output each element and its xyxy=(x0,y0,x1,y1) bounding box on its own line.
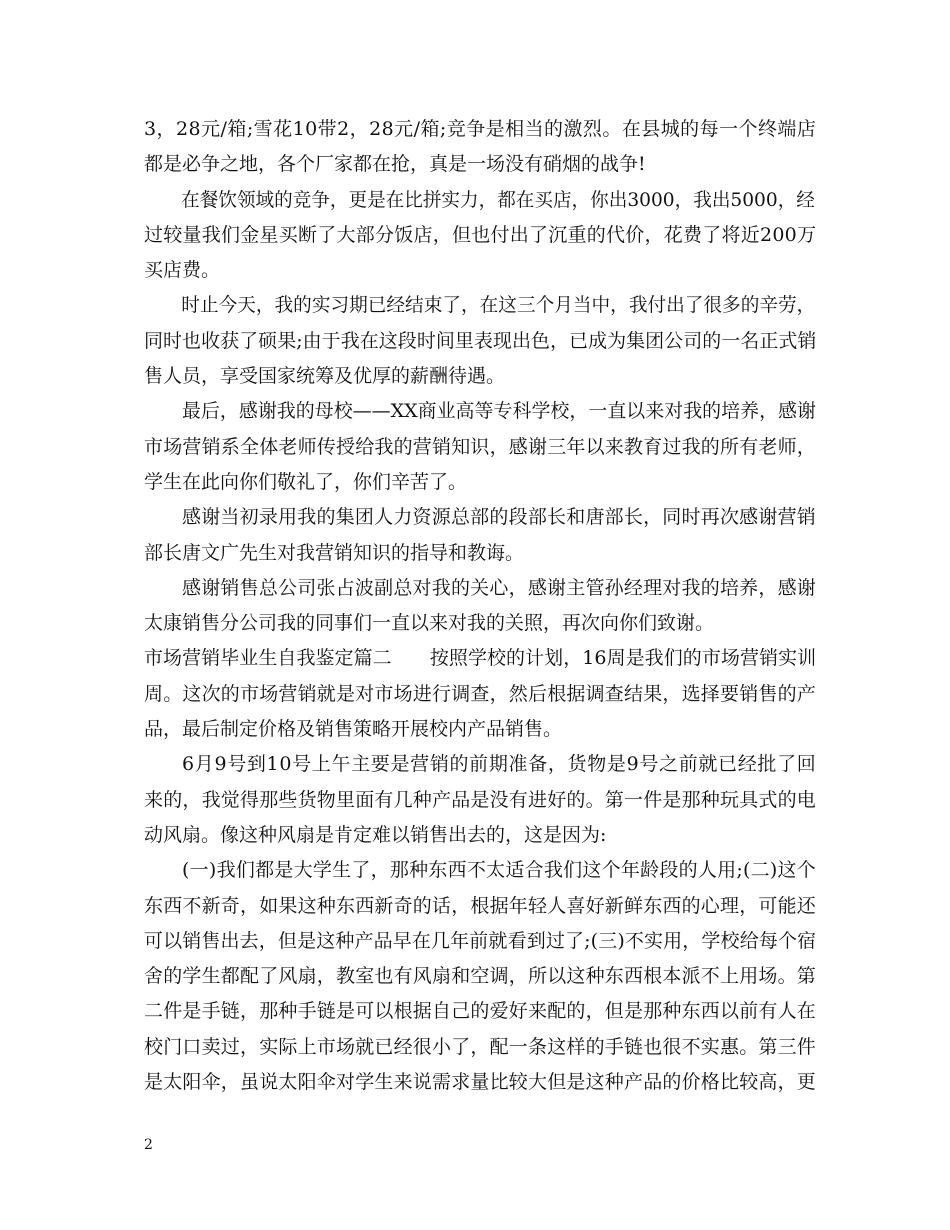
text-line-content: 校门口卖过，实际上市场就已经很小了，配一条这样的手链也很不实惠。第三件 xyxy=(144,1035,817,1058)
text-line-content: 售人员，享受国家统筹及优厚的薪酬待遇。 xyxy=(144,365,506,388)
text-line-content: 太康销售分公司我的同事们一直以来对我的关照，再次向你们致谢。 xyxy=(144,612,715,635)
text-line-content: 感谢当初录用我的集团人力资源总部的段部长和唐部长，同时再次感谢营销 xyxy=(182,506,817,529)
body-text xyxy=(144,112,816,1100)
text-line-content: 时止今天，我的实习期已经结束了，在这三个月当中，我付出了很多的辛劳， xyxy=(181,294,816,317)
text-line xyxy=(144,430,816,465)
text-line-content: 品，最后制定价格及销售策略开展校内产品销售。 xyxy=(144,718,563,741)
text-line-content: 动风扇。像这种风扇是肯定难以销售出去的，这是因为: xyxy=(144,823,607,846)
text-line-content: 在餐饮领域的竞争，更是在比拼实力，都在买店，你出3000，我出5000，经 xyxy=(181,188,815,211)
text-line xyxy=(144,112,816,147)
text-line-content: 市场营销系全体老师传授给我的营销知识，感谢三年以来教育过我的所有老师， xyxy=(144,435,817,458)
text-line xyxy=(144,288,816,323)
text-line-content: 都是必争之地，各个厂家都在抢，真是一场没有硝烟的战争! xyxy=(144,153,646,176)
text-line xyxy=(144,147,816,182)
text-line-content: 买店费。 xyxy=(144,259,221,282)
text-line xyxy=(144,959,816,994)
text-line xyxy=(144,359,816,394)
section-heading-line: 市场营销毕业生自我鉴定篇二 按照学校的计划，16周是我们的市场营销实训 xyxy=(144,647,817,670)
text-line-content: 最后，感谢我的母校——XX商业高等专科学校，一直以来对我的培养，感谢 xyxy=(181,400,817,423)
text-line xyxy=(144,853,816,888)
text-line-content: (一)我们都是大学生了，那种东西不太适合我们这个年龄段的人用;(二)这个 xyxy=(182,859,817,882)
text-line xyxy=(144,994,816,1029)
text-line xyxy=(144,218,816,253)
text-line xyxy=(144,677,816,712)
text-line xyxy=(144,1030,816,1065)
text-line xyxy=(144,394,816,429)
text-line-content: 周。这次的市场营销就是对市场进行调查，然后根据调查结果，选择要销售的产 xyxy=(144,682,817,705)
text-line-content: 可以销售出去，但是这种产品早在几年前就看到过了;(三)不实用，学校给每个宿 xyxy=(144,929,817,952)
text-line-content: 过较量我们金星买断了大部分饭店，但也付出了沉重的代价，花费了将近200万 xyxy=(144,223,817,246)
text-line-content: 部长唐文广先生对我营销知识的指导和教诲。 xyxy=(144,541,525,564)
text-line xyxy=(144,324,816,359)
text-line-content: 是太阳伞，虽说太阳伞对学生来说需求量比较大但是这种产品的价格比较高，更 xyxy=(144,1071,817,1094)
text-line-content: 3，28元/箱;雪花10带2，28元/箱;竞争是相当的激烈。在县城的每一个终端店 xyxy=(144,118,817,140)
text-line-content: 6月9号到10号上午主要是营销的前期准备，货物是9号之前就已经批了回 xyxy=(182,753,817,776)
text-line-content: 学生在此向你们敬礼了，你们辛苦了。 xyxy=(144,470,468,493)
text-line-content: 来的，我觉得那些货物里面有几种产品是没有进好的。第一件是那种玩具式的电 xyxy=(144,788,817,811)
text-line xyxy=(144,183,816,218)
text-line xyxy=(144,465,816,500)
text-line xyxy=(144,641,816,676)
page-number: 2 xyxy=(144,1137,153,1153)
text-line xyxy=(144,747,816,782)
text-line-content: 东西不新奇，如果这种东西新奇的话，根据年轻人喜好新鲜东西的心理，可能还 xyxy=(144,894,817,917)
text-line xyxy=(144,889,816,924)
text-line xyxy=(144,536,816,571)
text-line-content: 舍的学生都配了风扇，教室也有风扇和空调，所以这种东西根本派不上用场。第 xyxy=(144,965,817,988)
text-line xyxy=(144,500,816,535)
text-line-content: 二件是手链，那种手链是可以根据自己的爱好来配的，但是那种东西以前有人在 xyxy=(144,1000,817,1023)
text-line xyxy=(144,253,816,288)
text-line xyxy=(144,606,816,641)
text-line xyxy=(144,924,816,959)
text-line xyxy=(144,818,816,853)
text-line xyxy=(144,1065,816,1100)
text-line xyxy=(144,571,816,606)
text-line-content: 感谢销售总公司张占波副总对我的关心，感谢主管孙经理对我的培养，感谢 xyxy=(182,576,817,599)
text-line xyxy=(144,783,816,818)
text-line-content: 同时也收获了硕果;由于我在这段时间里表现出色，已成为集团公司的一名正式销 xyxy=(144,329,817,352)
text-line xyxy=(144,712,816,747)
